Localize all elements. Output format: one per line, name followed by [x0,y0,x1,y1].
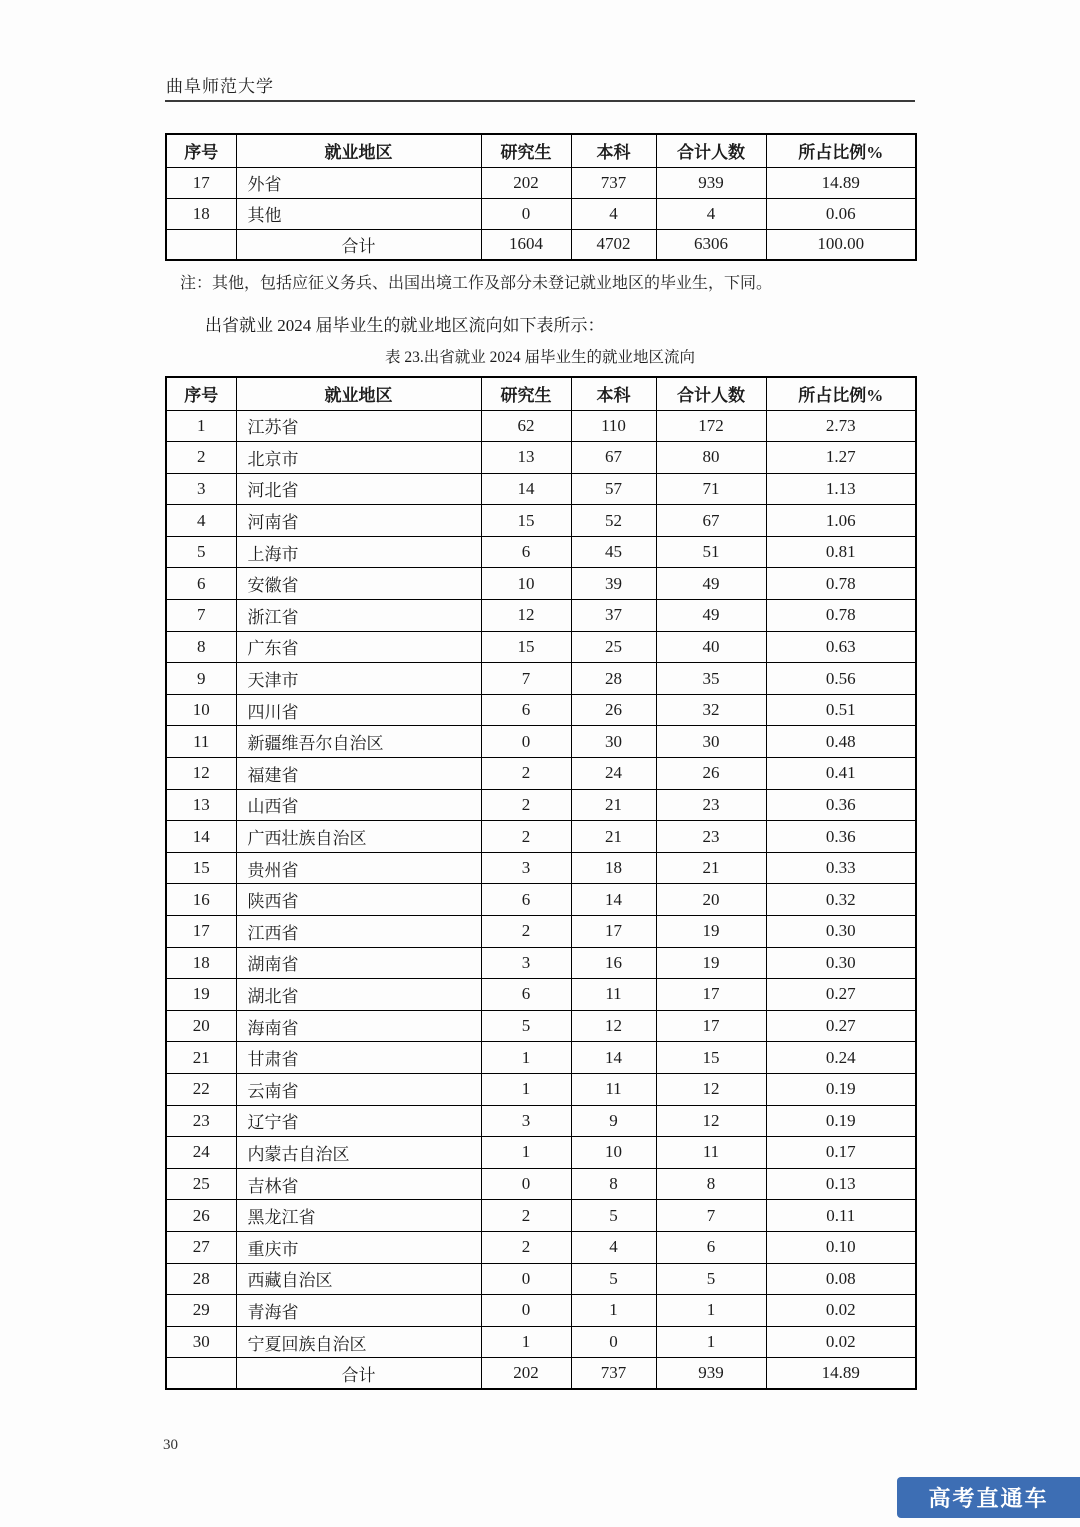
data-row [166,198,916,229]
table-cell: 0.51 [766,694,916,726]
table-cell: 2 [481,1231,571,1263]
data-row [166,789,916,821]
table-cell: 其他 [236,198,481,229]
table-cell: 15 [656,1042,766,1074]
table-cell: 10 [481,568,571,600]
table-cell: 18 [571,852,656,884]
data-row [166,1263,916,1295]
table-cell: 2 [481,916,571,948]
data-row [166,979,916,1011]
table-cell: 13 [166,789,236,821]
table-cell: 0 [481,726,571,758]
table-cell: 2 [481,758,571,790]
table-cell: 0.36 [766,821,916,853]
table-cell: 浙江省 [236,600,481,632]
total-row [166,229,916,260]
data-row [166,1010,916,1042]
table-cell: 3 [166,473,236,505]
table-cell: 1 [481,1137,571,1169]
table-cell: 45 [571,536,656,568]
table-cell: 6 [481,884,571,916]
table-cell: 新疆维吾尔自治区 [236,726,481,758]
column-header: 合计人数 [656,134,766,167]
table-cell: 80 [656,442,766,474]
intro-paragraph: 出省就业 2024 届毕业生的就业地区流向如下表所示： [205,316,605,335]
column-header: 研究生 [481,134,571,167]
table-cell: 0.27 [766,979,916,1011]
table-cell: 0.02 [766,1326,916,1358]
table-cell: 17 [166,916,236,948]
table-cell: 14 [166,821,236,853]
table-cell: 737 [571,167,656,198]
data-row [166,663,916,695]
table-cell: 28 [166,1263,236,1295]
table-cell: 2.73 [766,410,916,442]
column-header: 所占比例% [766,134,916,167]
data-row [166,758,916,790]
table-cell: 11 [656,1137,766,1169]
table-cell: 25 [166,1168,236,1200]
table-cell: 4 [571,1231,656,1263]
table-cell: 172 [656,410,766,442]
table-cell: 0.78 [766,568,916,600]
table-cell: 0.13 [766,1168,916,1200]
total-row [166,1358,916,1390]
table-cell: 23 [656,821,766,853]
table-cell: 17 [571,916,656,948]
column-header: 序号 [166,134,236,167]
table-cell: 1 [656,1326,766,1358]
data-row [166,1168,916,1200]
table-cell: 0.41 [766,758,916,790]
table-cell: 3 [481,947,571,979]
table-cell: 0.17 [766,1137,916,1169]
table-cell: 外省 [236,167,481,198]
table-caption: 表 23.出省就业 2024 届毕业生的就业地区流向 [384,349,695,366]
data-row [166,1042,916,1074]
table-cell: 11 [571,979,656,1011]
data-row [166,1231,916,1263]
table-cell: 14 [481,473,571,505]
data-row [166,884,916,916]
table-cell: 9 [166,663,236,695]
table-cell: 贵州省 [236,852,481,884]
data-row [166,1137,916,1169]
table-cell: 16 [571,947,656,979]
table-cell: 2 [481,821,571,853]
table-cell: 110 [571,410,656,442]
table-cell: 0 [481,1168,571,1200]
table-cell: 10 [571,1137,656,1169]
table-cell: 7 [166,600,236,632]
column-header: 研究生 [481,377,571,410]
table-cell: 江苏省 [236,410,481,442]
table-cell: 100.00 [766,229,916,260]
table-cell: 2 [166,442,236,474]
data-row [166,568,916,600]
table-cell: 32 [656,694,766,726]
data-row [166,916,916,948]
data-row [166,505,916,537]
table-header-row [166,134,916,167]
table-cell: 江西省 [236,916,481,948]
table-cell [166,1358,236,1390]
table-cell: 14.89 [766,167,916,198]
table-cell: 广东省 [236,631,481,663]
table-cell: 12 [571,1010,656,1042]
table-cell: 陕西省 [236,884,481,916]
table-cell: 1 [481,1326,571,1358]
header-rule [165,100,915,102]
table-cell: 9 [571,1105,656,1137]
table-cell: 939 [656,167,766,198]
table-cell: 重庆市 [236,1231,481,1263]
table-cell: 4 [166,505,236,537]
table-cell: 6306 [656,229,766,260]
table-cell: 7 [481,663,571,695]
table-cell: 上海市 [236,536,481,568]
table-cell: 37 [571,600,656,632]
table-cell: 0 [481,1263,571,1295]
table-cell: 湖北省 [236,979,481,1011]
table-cell: 17 [166,167,236,198]
table-cell: 13 [481,442,571,474]
table-cell: 合计 [236,1358,481,1390]
data-row [166,1105,916,1137]
table-cell: 39 [571,568,656,600]
table-cell: 2 [481,789,571,821]
table-cell: 1.06 [766,505,916,537]
table-cell: 0.78 [766,600,916,632]
table-cell: 1 [571,1295,656,1327]
table-cell: 29 [166,1295,236,1327]
table-cell: 河南省 [236,505,481,537]
column-header: 序号 [166,377,236,410]
table-cell: 0 [571,1326,656,1358]
table-cell: 0.11 [766,1200,916,1232]
table-cell: 21 [571,789,656,821]
table-cell: 福建省 [236,758,481,790]
table-cell: 6 [481,979,571,1011]
table-cell: 0.19 [766,1105,916,1137]
table-cell: 0.27 [766,1010,916,1042]
table-cell: 16 [166,884,236,916]
table-cell: 黑龙江省 [236,1200,481,1232]
table-cell: 广西壮族自治区 [236,821,481,853]
table-cell: 12 [481,600,571,632]
table-cell: 30 [656,726,766,758]
table-cell: 天津市 [236,663,481,695]
table-cell: 6 [481,536,571,568]
table-cell: 4 [571,198,656,229]
column-header: 所占比例% [766,377,916,410]
table-cell: 0 [481,198,571,229]
table-cell: 22 [166,1073,236,1105]
data-row [166,536,916,568]
table-cell: 20 [166,1010,236,1042]
table-cell: 湖南省 [236,947,481,979]
table-cell: 202 [481,167,571,198]
table-cell: 8 [571,1168,656,1200]
watermark-badge [897,1477,1080,1518]
table-cell: 18 [166,947,236,979]
data-row [166,1073,916,1105]
table-cell: 5 [571,1200,656,1232]
table-cell: 26 [571,694,656,726]
table-cell: 0.32 [766,884,916,916]
data-row [166,631,916,663]
table-cell: 8 [166,631,236,663]
table-cell: 1.27 [766,442,916,474]
table-cell: 17 [656,979,766,1011]
column-header: 合计人数 [656,377,766,410]
table-cell: 0.02 [766,1295,916,1327]
table-cell: 河北省 [236,473,481,505]
table-cell: 8 [656,1168,766,1200]
page-header [166,72,274,97]
table-cell: 6 [166,568,236,600]
table-cell: 939 [656,1358,766,1390]
table-cell: 1.13 [766,473,916,505]
table-cell: 19 [656,916,766,948]
table-cell: 57 [571,473,656,505]
table-cell: 甘肃省 [236,1042,481,1074]
table-cell: 11 [571,1073,656,1105]
table-cell: 12 [166,758,236,790]
table-cell: 49 [656,568,766,600]
table-cell: 30 [571,726,656,758]
page-number: 30 [163,1437,178,1453]
table-cell: 737 [571,1358,656,1390]
table-cell: 青海省 [236,1295,481,1327]
table-cell: 6 [481,694,571,726]
data-row [166,1200,916,1232]
university-name: 曲阜师范大学 [166,77,274,96]
data-row [166,852,916,884]
data-row [166,600,916,632]
watermark-text: 高考直通车 [928,1486,1049,1511]
table-cell: 20 [656,884,766,916]
table-cell: 7 [656,1200,766,1232]
data-row [166,726,916,758]
table-cell: 北京市 [236,442,481,474]
data-row [166,947,916,979]
table-cell: 0.30 [766,916,916,948]
table-cell: 0.19 [766,1073,916,1105]
table-cell: 14 [571,1042,656,1074]
table-cell: 24 [571,758,656,790]
table-cell: 0 [481,1295,571,1327]
table-cell: 0.30 [766,947,916,979]
table-cell: 0.48 [766,726,916,758]
table-cell: 5 [481,1010,571,1042]
table-cell: 5 [656,1263,766,1295]
column-header: 就业地区 [236,134,481,167]
table-cell: 4702 [571,229,656,260]
table-cell: 14 [571,884,656,916]
table-cell: 67 [571,442,656,474]
table-cell: 四川省 [236,694,481,726]
table-cell: 25 [571,631,656,663]
data-row [166,167,916,198]
table-cell: 3 [481,1105,571,1137]
employment-region-table-continued [165,133,917,261]
table-cell: 24 [166,1137,236,1169]
data-row [166,694,916,726]
column-header: 本科 [571,134,656,167]
table-header-row [166,377,916,410]
table-cell: 12 [656,1105,766,1137]
table-cell: 山西省 [236,789,481,821]
table-cell: 0.24 [766,1042,916,1074]
table-cell: 19 [656,947,766,979]
table-cell: 1604 [481,229,571,260]
column-header: 本科 [571,377,656,410]
table-cell: 17 [656,1010,766,1042]
table-cell: 云南省 [236,1073,481,1105]
table-cell: 14.89 [766,1358,916,1390]
table-cell [166,229,236,260]
table-cell: 0.06 [766,198,916,229]
table-cell: 0.08 [766,1263,916,1295]
column-header: 就业地区 [236,377,481,410]
data-row [166,1326,916,1358]
table-cell: 23 [656,789,766,821]
table-cell: 62 [481,410,571,442]
table-cell: 15 [166,852,236,884]
table-cell: 49 [656,600,766,632]
table-cell: 202 [481,1358,571,1390]
table-cell: 23 [166,1105,236,1137]
table-cell: 3 [481,852,571,884]
table-cell: 1 [656,1295,766,1327]
table-cell: 0.33 [766,852,916,884]
table-cell: 0.36 [766,789,916,821]
table-cell: 40 [656,631,766,663]
table-cell: 1 [481,1042,571,1074]
table-cell: 15 [481,631,571,663]
table-cell: 67 [656,505,766,537]
table-cell: 35 [656,663,766,695]
table-cell: 宁夏回族自治区 [236,1326,481,1358]
table-cell: 21 [166,1042,236,1074]
table-cell: 21 [656,852,766,884]
table-cell: 1 [166,410,236,442]
table-cell: 0.81 [766,536,916,568]
data-row [166,1295,916,1327]
table-cell: 11 [166,726,236,758]
table-cell: 4 [656,198,766,229]
table-cell: 辽宁省 [236,1105,481,1137]
table-cell: 1 [481,1073,571,1105]
data-row [166,442,916,474]
table-cell: 0.63 [766,631,916,663]
table-cell: 51 [656,536,766,568]
data-row [166,410,916,442]
table-cell: 10 [166,694,236,726]
table-cell: 0.56 [766,663,916,695]
table-cell: 21 [571,821,656,853]
table-cell: 27 [166,1231,236,1263]
table-cell: 吉林省 [236,1168,481,1200]
table-cell: 26 [656,758,766,790]
table-cell: 30 [166,1326,236,1358]
table-cell: 6 [656,1231,766,1263]
table-cell: 西藏自治区 [236,1263,481,1295]
data-row [166,821,916,853]
table-cell: 安徽省 [236,568,481,600]
out-of-province-employment-table [165,376,917,1390]
table-cell: 0.10 [766,1231,916,1263]
table-cell: 28 [571,663,656,695]
table-cell: 12 [656,1073,766,1105]
table-cell: 2 [481,1200,571,1232]
table-cell: 52 [571,505,656,537]
table-cell: 71 [656,473,766,505]
data-row [166,473,916,505]
table-cell: 5 [571,1263,656,1295]
table-cell: 海南省 [236,1010,481,1042]
table-cell: 5 [166,536,236,568]
table-cell: 26 [166,1200,236,1232]
table-cell: 15 [481,505,571,537]
table-note: 注：其他，包括应征义务兵、出国出境工作及部分未登记就业地区的毕业生，下同。 [180,275,773,292]
table-cell: 19 [166,979,236,1011]
table-cell: 内蒙古自治区 [236,1137,481,1169]
table-cell: 18 [166,198,236,229]
table-cell: 合计 [236,229,481,260]
